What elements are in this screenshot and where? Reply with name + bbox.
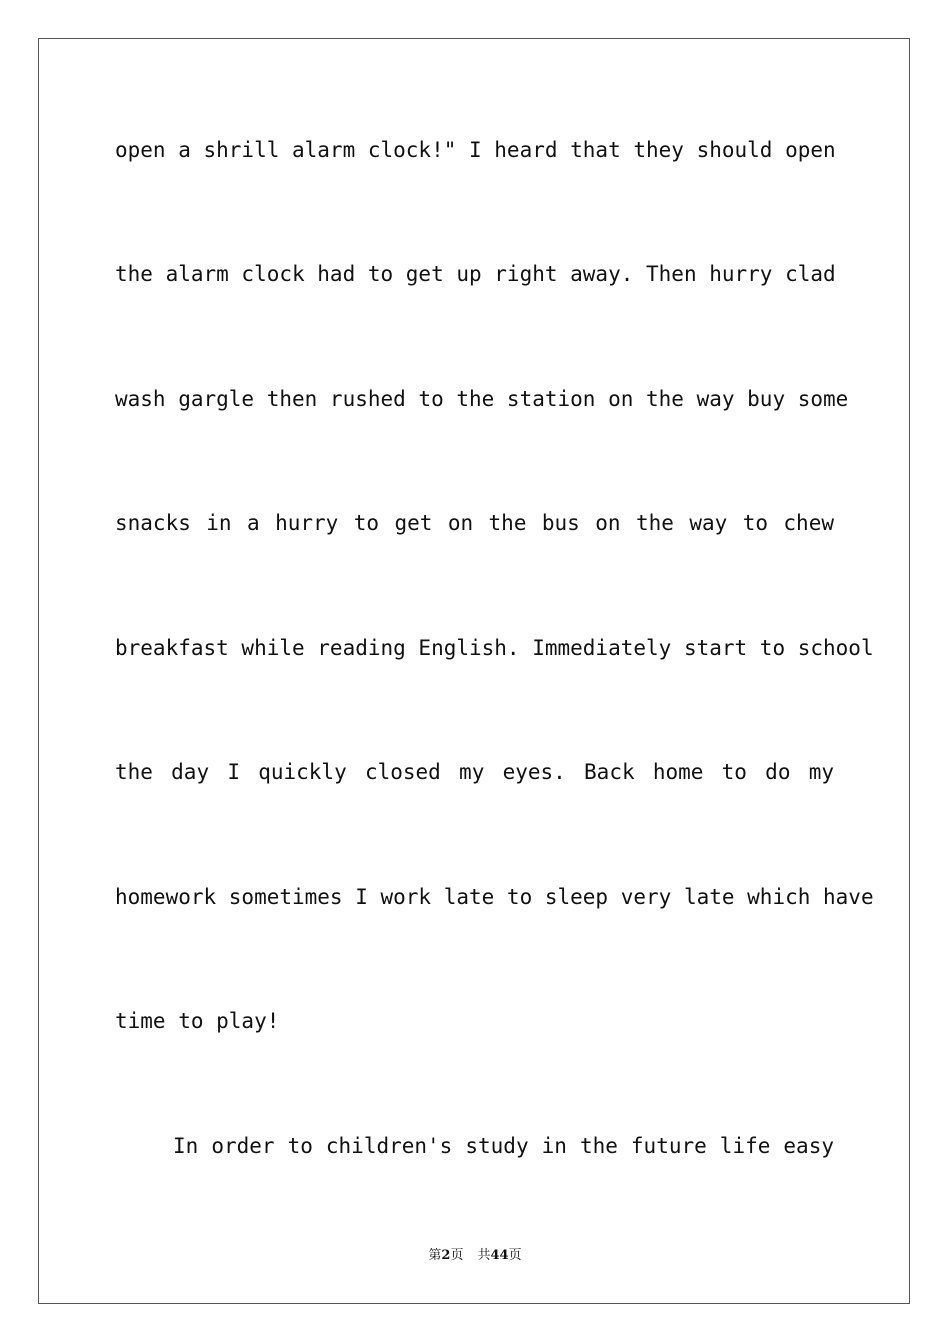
text-line: wash gargle then rushed to the station on the way buy some [115, 387, 849, 411]
text-line: homework sometimes I work late to sleep very late which have [115, 885, 874, 909]
text-line: the alarm clock had to get up right away. Then hurry clad [115, 262, 836, 286]
text-line: time to play! [115, 1009, 280, 1033]
total-prefix: 共 [477, 1248, 491, 1263]
text-line: breakfast while reading English. Immediately start to school [115, 636, 874, 660]
page-suffix: 页 [450, 1248, 464, 1263]
text-line: open a shrill alarm clock!" I heard that they should open [115, 138, 836, 162]
page-footer [0, 1246, 950, 1266]
page-number: 2 [441, 1248, 451, 1263]
text-line: snacks in a hurry to get on the bus on the way to chew [115, 511, 834, 535]
total-pages: 44 [490, 1248, 509, 1263]
page-frame [38, 38, 910, 1304]
paragraph-first-line: In order to children's study in the future life easy [173, 1134, 834, 1158]
page-prefix: 第 [428, 1248, 442, 1263]
text-line: the day I quickly closed my eyes. Back home to do my [115, 760, 834, 784]
total-suffix: 页 [508, 1248, 522, 1263]
